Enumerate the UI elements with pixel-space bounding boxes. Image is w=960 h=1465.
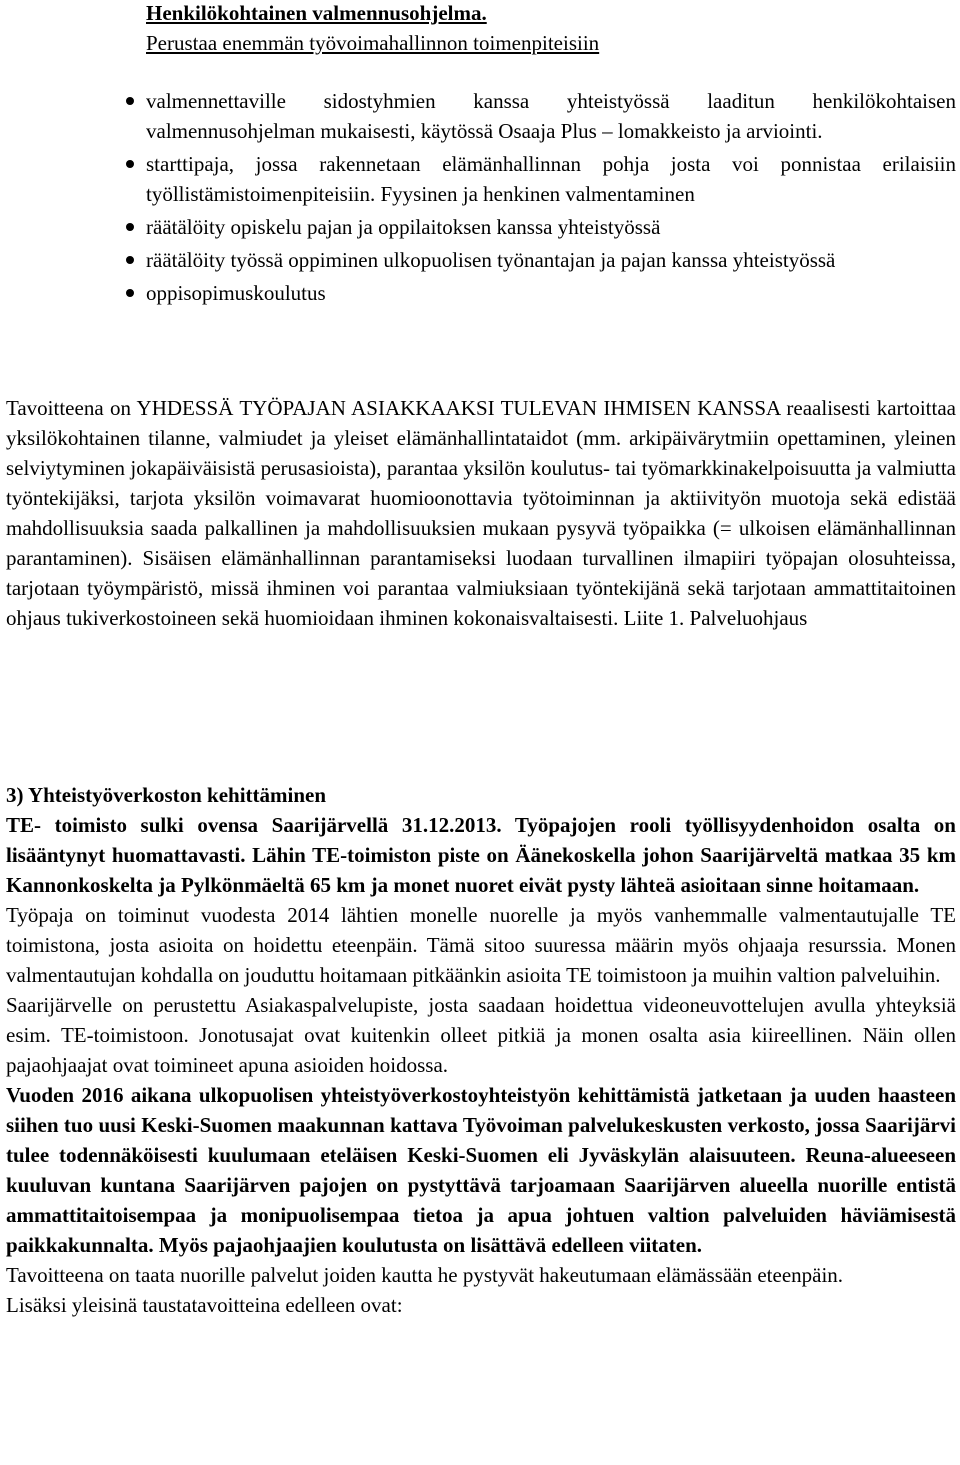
list-item — [0, 278, 956, 308]
section-3-paragraph-4: Lisäksi yleisinä taustatavoitteina edelleen ovat: — [6, 1293, 403, 1317]
section-3 — [6, 780, 956, 1320]
bullet-list — [0, 86, 956, 308]
section-subtitle: Perustaa enemmän työvoimahallinnon toimenpiteisiin — [146, 31, 600, 55]
bullet-icon — [126, 223, 134, 231]
section-3-paragraph-1: Työpaja on toiminut vuodesta 2014 lähtien monelle nuorelle ja myös vanhemmalle valmentautujalle TE toimistona, josta asioita on hoidettu eteenpäin. Tämä sitoo suuressa määrin myös ohjaaja resurssia. Monen valmentautujan kohdalla on jouduttu hoitamaan pitkäänkin asioita TE toimistoon ja muihin valtion palveluihin. — [6, 903, 956, 987]
list-item-text: valmennettaville sidostyhmien kanssa yhteistyössä laaditun henkilökohtaisen valmennusohjelman mukaisesti, käytössä Osaaja Plus – lomakkeisto ja arviointi. — [146, 89, 956, 143]
section-3-paragraph-2: Saarijärvelle on perustettu Asiakaspalvelupiste, josta saadaan hoidettua videoneuvottelujen avulla yhteyksiä esim. TE-toimistoon. Jonotusajat ovat kuitenkin olleet pitkiä ja monen osalta asia kiireellinen. Näin ollen pajaohjaajat ovat toimineet apuna asioiden hoidossa. — [6, 993, 956, 1077]
bullet-icon — [126, 97, 134, 105]
section-3-bold-paragraph: TE- toimisto sulki ovensa Saarijärvellä 31.12.2013. Työpajojen rooli työllisyydenhoidon osalta on lisääntynyt huomattavasti. Lähin TE-toimiston piste on Äänekoskella johon Saarijärveltä matkaa 35 km Kannonkoskelta ja Pylkönmäeltä 65 km ja monet nuoret eivät pysty lähteä asioitaan sinne hoitamaan. — [6, 813, 956, 897]
section-3-bold-paragraph-2: Vuoden 2016 aikana ulkopuolisen yhteistyöverkostoyhteistyön kehittämistä jatketaan ja uuden haasteen siihen tuo uusi Keski-Suomen maakunnan kattava Työvoiman palvelukeskusten verkosto, jossa Saarijärvi tulee todennäköisesti kuulumaan eteläisen Keski-Suomen eli Jyväskylän alaisuuteen. Reuna-alueeseen kuuluvan kuntana Saarijärven pajojen on pystyttävä tarjoamaan Saarijärven alueella nuorille entistä ammattitaitoisempaa ja monipuolisempaa tietoa ja apua johtuen valtion palveluiden häviämisestä paikkakunnalta. Myös pajaohjaajien koulutusta on lisättävä edelleen viitaten. — [6, 1083, 956, 1257]
section-3-heading: 3) Yhteistyöverkoston kehittäminen — [6, 783, 327, 807]
section-3-paragraph-3: Tavoitteena on taata nuorille palvelut joiden kautta he pystyvät hakeutumaan elämässään eteenpäin. — [6, 1263, 844, 1287]
bullet-icon — [126, 160, 134, 168]
list-item-text: oppisopimuskoulutus — [146, 281, 326, 305]
section-title: Henkilökohtainen valmennusohjelma. — [146, 1, 487, 25]
list-item — [0, 245, 956, 275]
list-item-text: räätälöity opiskelu pajan ja oppilaitoksen kanssa yhteistyössä — [146, 215, 661, 239]
list-item-text: räätälöity työssä oppiminen ulkopuolisen työnantajan ja pajan kanssa yhteistyössä — [146, 248, 836, 272]
goal-paragraph-block — [6, 393, 956, 633]
list-item — [0, 212, 956, 242]
bullet-icon — [126, 256, 134, 264]
goal-paragraph: Tavoitteena on YHDESSÄ TYÖPAJAN ASIAKKAAKSI TULEVAN IHMISEN KANSSA reaalisesti kartoittaa yksilökohtainen tilanne, valmiudet ja yleiset elämänhallintataidot (mm. arkipäivärytmiin opettaminen, yleinen selviytyminen jokapäiväisistä perusasioista), parantaa yksilön koulutus- tai työmarkkinakelpoisuutta ja valmiutta työntekijäksi, tarjota yksilön voimavarat huomioonottavia työtoiminnan ja aktiivityön muotoja sekä edistää mahdollisuuksia saada palkallinen ja mahdollisuuksien mukaan pysyvä työpaikka (= ulkoisen elämänhallinnan parantaminen). Sisäisen elämänhallinnan parantamiseksi luodaan turvallinen ilmapiiri työpajan olosuhteissa, tarjotaan työympäristö, missä ihminen voi parantaa valmiuksiaan työntekijänä sekä tarjotaan ammattitaitoinen ohjaus tukiverkostoineen sekä huomioidaan ihminen kokonaisvaltaisesti. Liite 1. Palveluohjaus — [6, 396, 956, 630]
bullet-icon — [126, 289, 134, 297]
list-item — [0, 149, 956, 209]
list-item-text: starttipaja, jossa rakennetaan elämänhallinnan pohja josta voi ponnistaa erilaisiin työllistämistoimenpiteisiin. Fyysinen ja henkinen valmentaminen — [146, 152, 956, 206]
list-item — [0, 86, 956, 146]
